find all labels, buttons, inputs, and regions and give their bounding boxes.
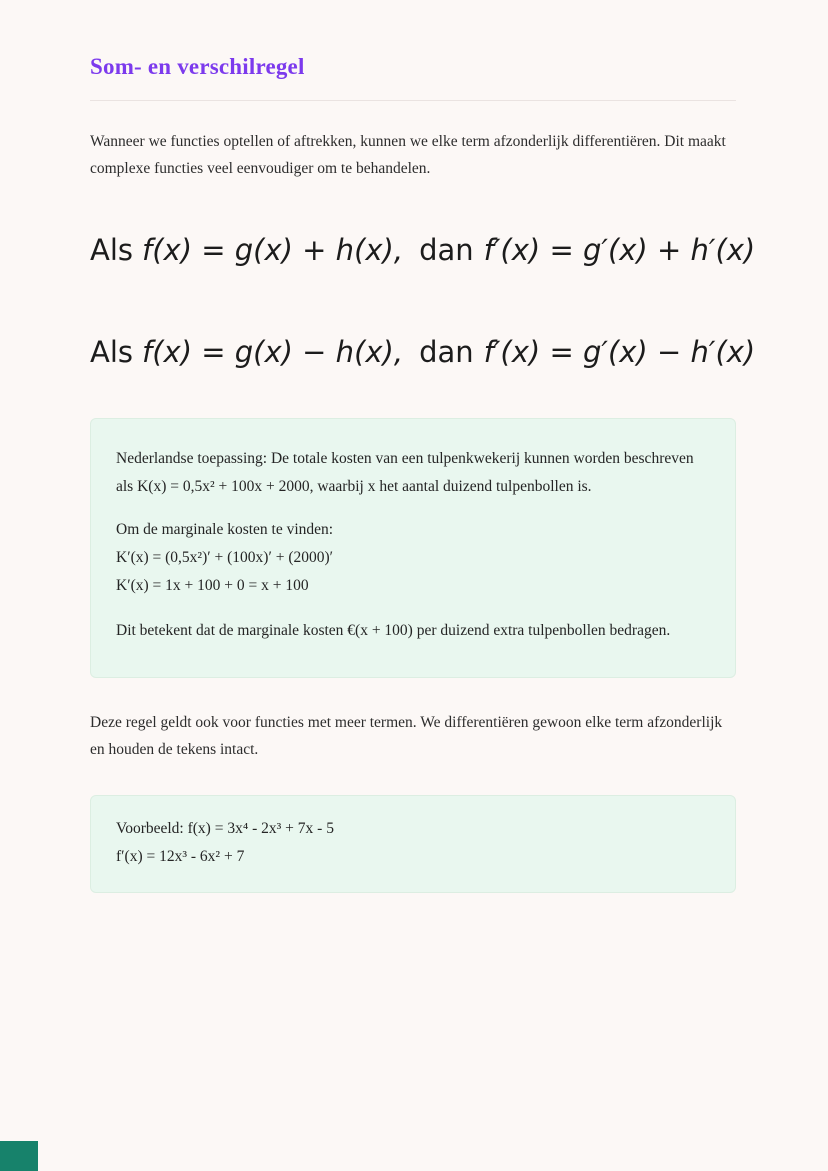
formula-word-dan: dan bbox=[419, 335, 474, 369]
intro-paragraph: Wanneer we functies optellen of aftrekken, kunnen we elke term afzonderlijk differentiëren. Dit maakt complexe functies veel eenvoudiger om te behandelen. bbox=[90, 133, 726, 177]
formula-sum-rhs: f′(x) = g′(x) + h′(x) bbox=[483, 233, 756, 267]
formula-difference-rule bbox=[90, 334, 756, 370]
formula-section bbox=[90, 232, 756, 370]
steps-intro: Om de marginale kosten te vinden: bbox=[116, 521, 334, 538]
application-description: Nederlandse toepassing: De totale kosten van een tulpenkwekerij kunnen worden beschreven als K(x) = 0,5x² + 100x + 2000, waarbij x het aantal duizend tulpenbollen is. bbox=[116, 450, 694, 495]
formula-difference-rhs: f′(x) = g′(x) − h′(x) bbox=[483, 335, 756, 369]
corner-accent bbox=[0, 1141, 38, 1171]
derivation-steps bbox=[116, 516, 710, 600]
derivation-step-2: K′(x) = 1x + 100 + 0 = x + 100 bbox=[116, 577, 309, 594]
derivation-step-1: K′(x) = (0,5x²)′ + (100x)′ + (2000)′ bbox=[116, 549, 334, 566]
formula-sum-lhs: f(x) = g(x) + h(x), bbox=[142, 233, 404, 267]
divider bbox=[90, 100, 736, 101]
formula-word-dan: dan bbox=[419, 233, 474, 267]
formula-sum-rule bbox=[90, 232, 756, 268]
application-conclusion: Dit betekent dat de marginale kosten €(x + 100) per duizend extra tulpenbollen bedragen. bbox=[116, 622, 671, 639]
formula-word-als: Als bbox=[90, 335, 134, 369]
page-title: Som- en verschilregel bbox=[90, 54, 305, 79]
note-paragraph: Deze regel geldt ook voor functies met meer termen. We differentiëren gewoon elke term afzonderlijk en houden de tekens intact. bbox=[90, 714, 723, 758]
formula-word-als: Als bbox=[90, 233, 134, 267]
example-derivative: f′(x) = 12x³ - 6x² + 7 bbox=[116, 848, 245, 865]
formula-difference-lhs: f(x) = g(x) − h(x), bbox=[142, 335, 404, 369]
application-callout bbox=[90, 418, 736, 678]
example-callout bbox=[90, 795, 736, 893]
example-function: Voorbeeld: f(x) = 3x⁴ - 2x³ + 7x - 5 bbox=[116, 820, 334, 837]
